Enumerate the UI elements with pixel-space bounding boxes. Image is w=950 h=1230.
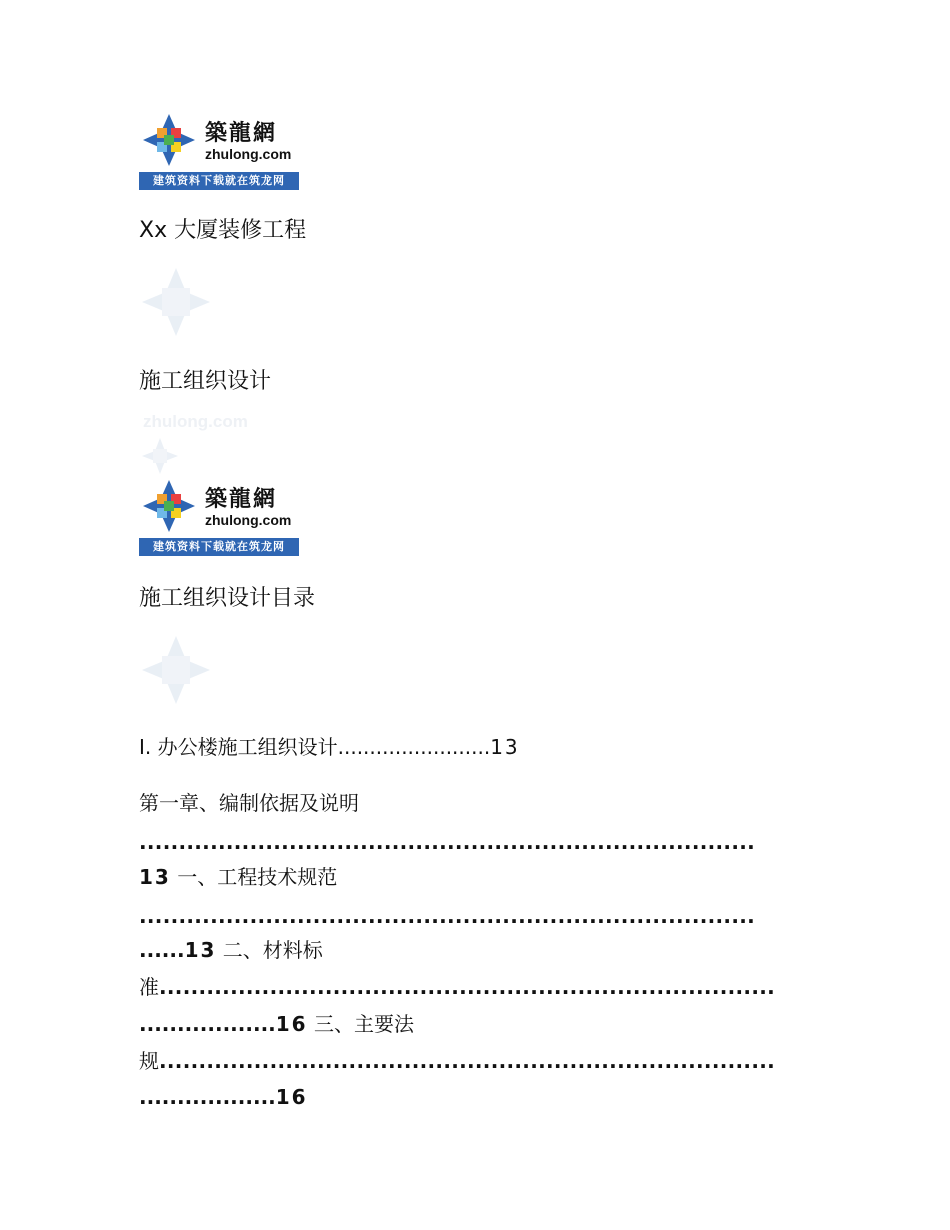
- logo-tagline: 建筑资料下载就在筑龙网: [139, 172, 299, 190]
- logo-domain: zhulong.com: [205, 512, 292, 528]
- toc-entry-material-standards[interactable]: [139, 938, 323, 962]
- logo-tagline: 建筑资料下载就在筑龙网: [139, 538, 299, 556]
- toc-entry-main-regulations[interactable]: [139, 1012, 414, 1036]
- watermark-emblem-icon: [138, 632, 214, 708]
- toc-leader-dots: ........................: [337, 735, 491, 759]
- toc-leader-dots: ..............................................................................: [139, 904, 756, 928]
- toc-page-number: 13: [490, 735, 520, 759]
- zhulong-logo: [139, 110, 299, 190]
- toc-entry-label: 二、材料标: [222, 938, 323, 962]
- toc-entry-page-ref: [139, 1085, 308, 1109]
- toc-entry-label: 准: [139, 975, 159, 999]
- watermark-emblem-icon: [138, 264, 214, 340]
- toc-page-number: 13: [184, 938, 217, 962]
- logo-chinese-name: 築龍網: [205, 120, 278, 146]
- toc-page-number: 16: [275, 1085, 308, 1109]
- watermark-small-emblem-icon: [140, 436, 180, 476]
- toc-entry-tech-specs[interactable]: [139, 865, 337, 889]
- toc-entry-label: 一、工程技术规范: [177, 865, 338, 889]
- toc-entry-continuation: [139, 1049, 807, 1073]
- toc-leader-dots: ......: [139, 938, 185, 962]
- toc-entry-chapter1[interactable]: 第一章、编制依据及说明: [139, 791, 359, 815]
- toc-leader-dots: ..............................................................................: [159, 975, 776, 999]
- watermark-text: zhulong.com: [143, 412, 248, 431]
- logo-domain: zhulong.com: [205, 146, 292, 162]
- toc-entry-label: I. 办公楼施工组织设计: [139, 735, 338, 759]
- toc-page-number: 16: [275, 1012, 308, 1036]
- toc-leader-dots: ..............................................................................: [139, 830, 756, 854]
- zhulong-logo-2: [139, 476, 299, 556]
- toc-page-number: 13: [139, 865, 171, 889]
- logo-chinese-name: 築龍網: [205, 486, 278, 512]
- toc-title: 施工组织设计目录: [139, 586, 316, 611]
- toc-entry-label: 三、主要法: [313, 1012, 414, 1036]
- toc-entry-part1[interactable]: [139, 735, 520, 759]
- toc-leader-dots: ..................: [139, 1012, 276, 1036]
- toc-leader-dots: ..................: [139, 1085, 276, 1109]
- document-title: 施工组织设计: [139, 369, 272, 394]
- project-name: Xx 大厦装修工程: [139, 218, 307, 243]
- toc-entry-label: 规: [139, 1049, 159, 1073]
- toc-leader-dots: ..............................................................................: [159, 1049, 776, 1073]
- toc-entry-continuation: [139, 975, 807, 999]
